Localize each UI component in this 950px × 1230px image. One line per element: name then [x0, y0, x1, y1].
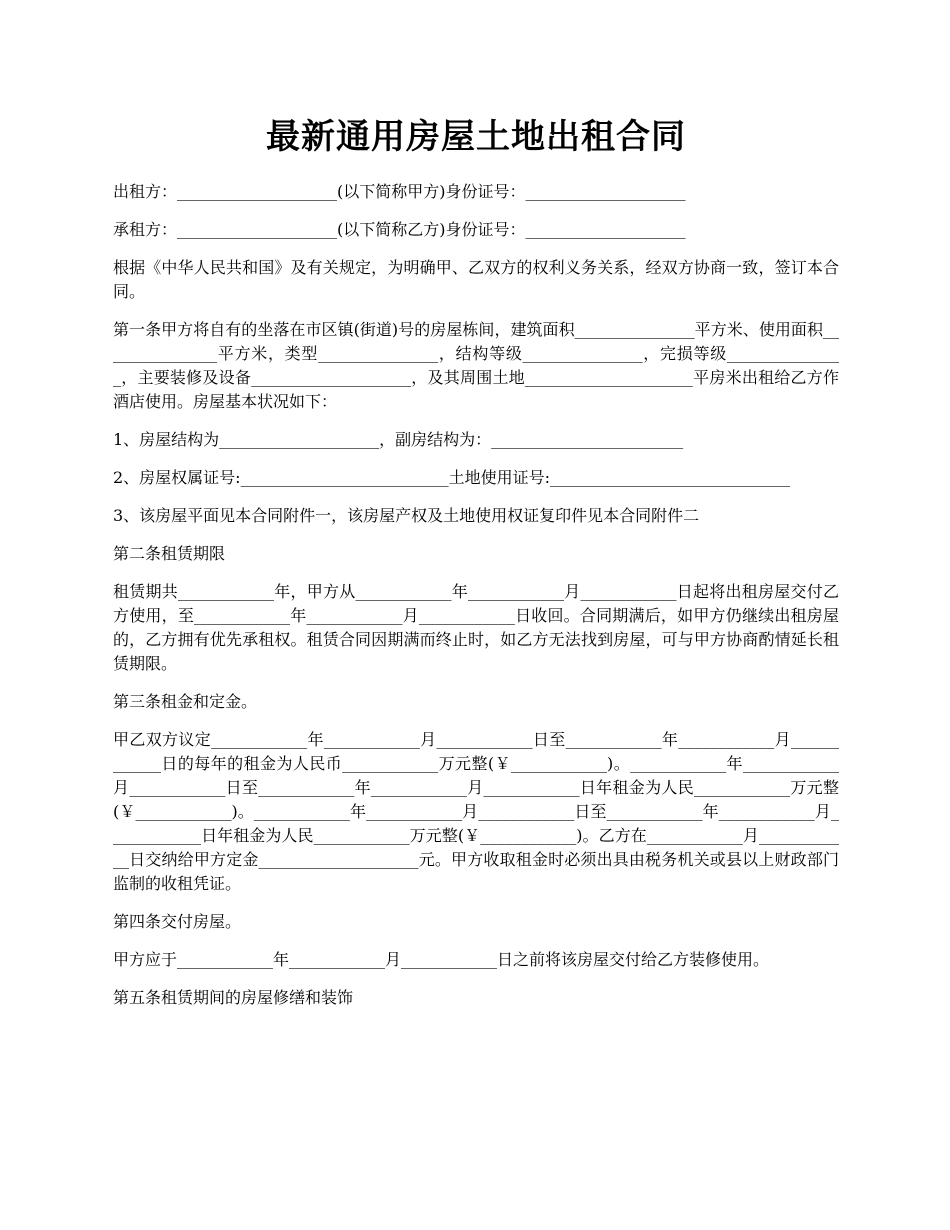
article-1-paragraph: 第一条甲方将自有的坐落在市区镇(街道)号的房屋栋间，建筑面积_______________平方米、使用面积_______________平方米，类型_______________，结构等级_______________，完损等级_______________，主要装修及设备____________________，及其周围土地_____________________平房米出租给乙方作酒店使用。房屋基本状况如下：	[113, 320, 839, 411]
preamble-paragraph: 根据《中华人民共和国》及有关规定，为明确甲、乙双方的权利义务关系，经双方协商一致，签订本合同。	[113, 258, 839, 301]
handover-paragraph: 甲方应于____________年____________月____________日之前将该房屋交付给乙方装修使用。	[113, 950, 770, 969]
house-structure-line: 1、房屋结构为____________________，副房结构为：________________________	[113, 430, 684, 449]
property-certificate-line: 2、房屋权属证号:__________________________土地使用证号:______________________________	[113, 468, 790, 487]
article-5-heading: 第五条租赁期间的房屋修缮和装饰	[113, 988, 354, 1007]
lessee-line: 承租方：____________________(以下简称乙方)身份证号：____________________	[113, 220, 686, 239]
document-page	[113, 110, 839, 1024]
document-title: 最新通用房屋土地出租合同	[266, 117, 686, 157]
attachment-note-line: 3、该房屋平面见本合同附件一，该房屋产权及土地使用权证复印件见本合同附件二	[113, 506, 700, 525]
lease-term-paragraph: 租赁期共____________年，甲方从____________年____________月____________日起将出租房屋交付乙方使用，至____________年____________月____________日收回。合同期满后，如甲方仍继续出租房屋的，乙方拥有优先承租权。租赁合同因期满而终止时，如乙方无法找到房屋，可与甲方协商酌情延长租赁期限。	[113, 582, 839, 673]
article-4-heading: 第四条交付房屋。	[113, 912, 242, 931]
article-3-heading: 第三条租金和定金。	[113, 692, 258, 711]
article-2-heading: 第二条租赁期限	[113, 544, 226, 563]
rent-deposit-paragraph: 甲乙双方议定____________年____________月____________日至____________年____________月____________日的每年的租金为人民币____________万元整(￥____________)。____________年____________月____________日至____________年____________月____________日年租金为人民____________万元整(￥____________)。____________年____________月____________日至____________年____________月____________日年租金为人民____________万元整(￥____________)。乙方在____________月____________日交纳给甲方定金____________________元。甲方收取租金时必须出具由税务机关或县以上财政部门监制的收租凭证。	[113, 730, 839, 893]
lessor-line: 出租方：____________________(以下简称甲方)身份证号：____________________	[113, 182, 686, 201]
